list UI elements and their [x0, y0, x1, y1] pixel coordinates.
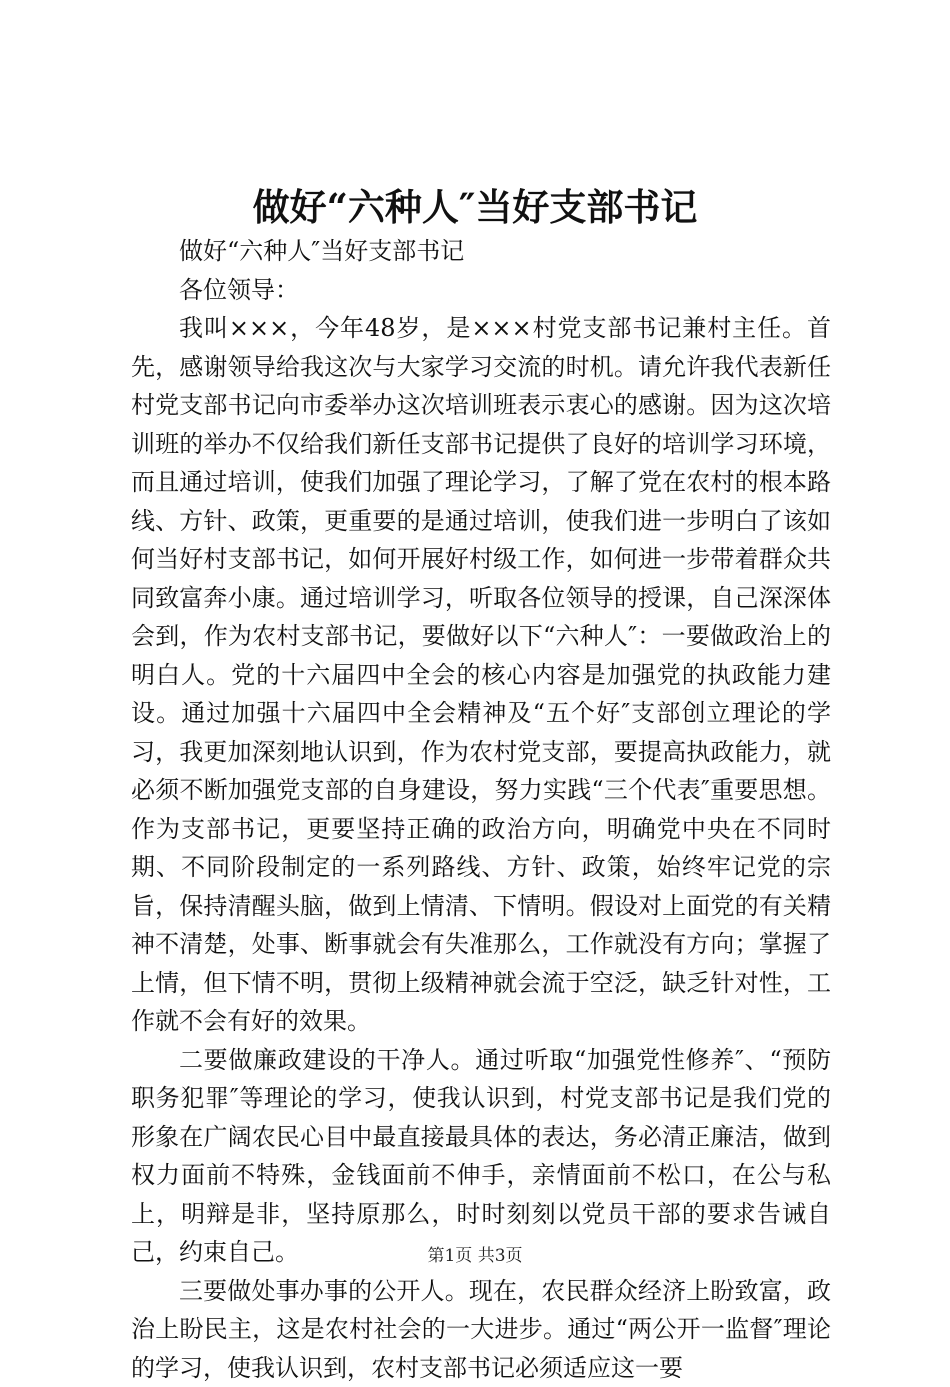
- document-subtitle: 做好“六种人″当好支部书记: [131, 232, 831, 271]
- paragraph-3: 三要做处事办事的公开人。现在，农民群众经济上盼致富，政治上盼民主，这是农村社会的一大进步。通过“两公开一监督″理论的学习，使我认识到，农村支部书记必须适应这一要: [131, 1272, 831, 1387]
- page-number: 第1页 共3页: [0, 1244, 950, 1268]
- document-body: [131, 232, 831, 1387]
- salutation: 各位领导：: [131, 271, 831, 310]
- document-title: 做好“六种人″当好支部书记: [0, 182, 950, 232]
- paragraph-2: 二要做廉政建设的干净人。通过听取“加强党性修养″、“预防职务犯罪″等理论的学习，使我认识到，村党支部书记是我们党的形象在广阔农民心目中最直接最具体的表达，务必清正廉洁，做到权力面前不特殊，金钱面前不伸手，亲情面前不松口，在公与私上，明辩是非，坚持原那么，时时刻刻以党员干部的要求告诫自己，约束自己。: [131, 1041, 831, 1272]
- paragraph-1: 我叫×××，今年48岁，是×××村党支部书记兼村主任。首先，感谢领导给我这次与大家学习交流的时机。请允许我代表新任村党支部书记向市委举办这次培训班表示衷心的感谢。因为这次培训班的举办不仅给我们新任支部书记提供了良好的培训学习环境，而且通过培训，使我们加强了理论学习，了解了党在农村的根本路线、方针、政策，更重要的是通过培训，使我们进一步明白了该如何当好村支部书记，如何开展好村级工作，如何进一步带着群众共同致富奔小康。通过培训学习，听取各位领导的授课，自己深深体会到，作为农村支部书记，要做好以下“六种人″：一要做政治上的明白人。党的十六届四中全会的核心内容是加强党的执政能力建设。通过加强十六届四中全会精神及“五个好″支部创立理论的学习，我更加深刻地认识到，作为农村党支部，要提高执政能力，就必须不断加强党支部的自身建设，努力实践“三个代表″重要思想。作为支部书记，更要坚持正确的政治方向，明确党中央在不同时期、不同阶段制定的一系列路线、方针、政策，始终牢记党的宗旨，保持清醒头脑，做到上情清、下情明。假设对上面党的有关精神不清楚，处事、断事就会有失准那么，工作就没有方向；掌握了上情，但下情不明，贯彻上级精神就会流于空泛，缺乏针对性，工作就不会有好的效果。: [131, 309, 831, 1041]
